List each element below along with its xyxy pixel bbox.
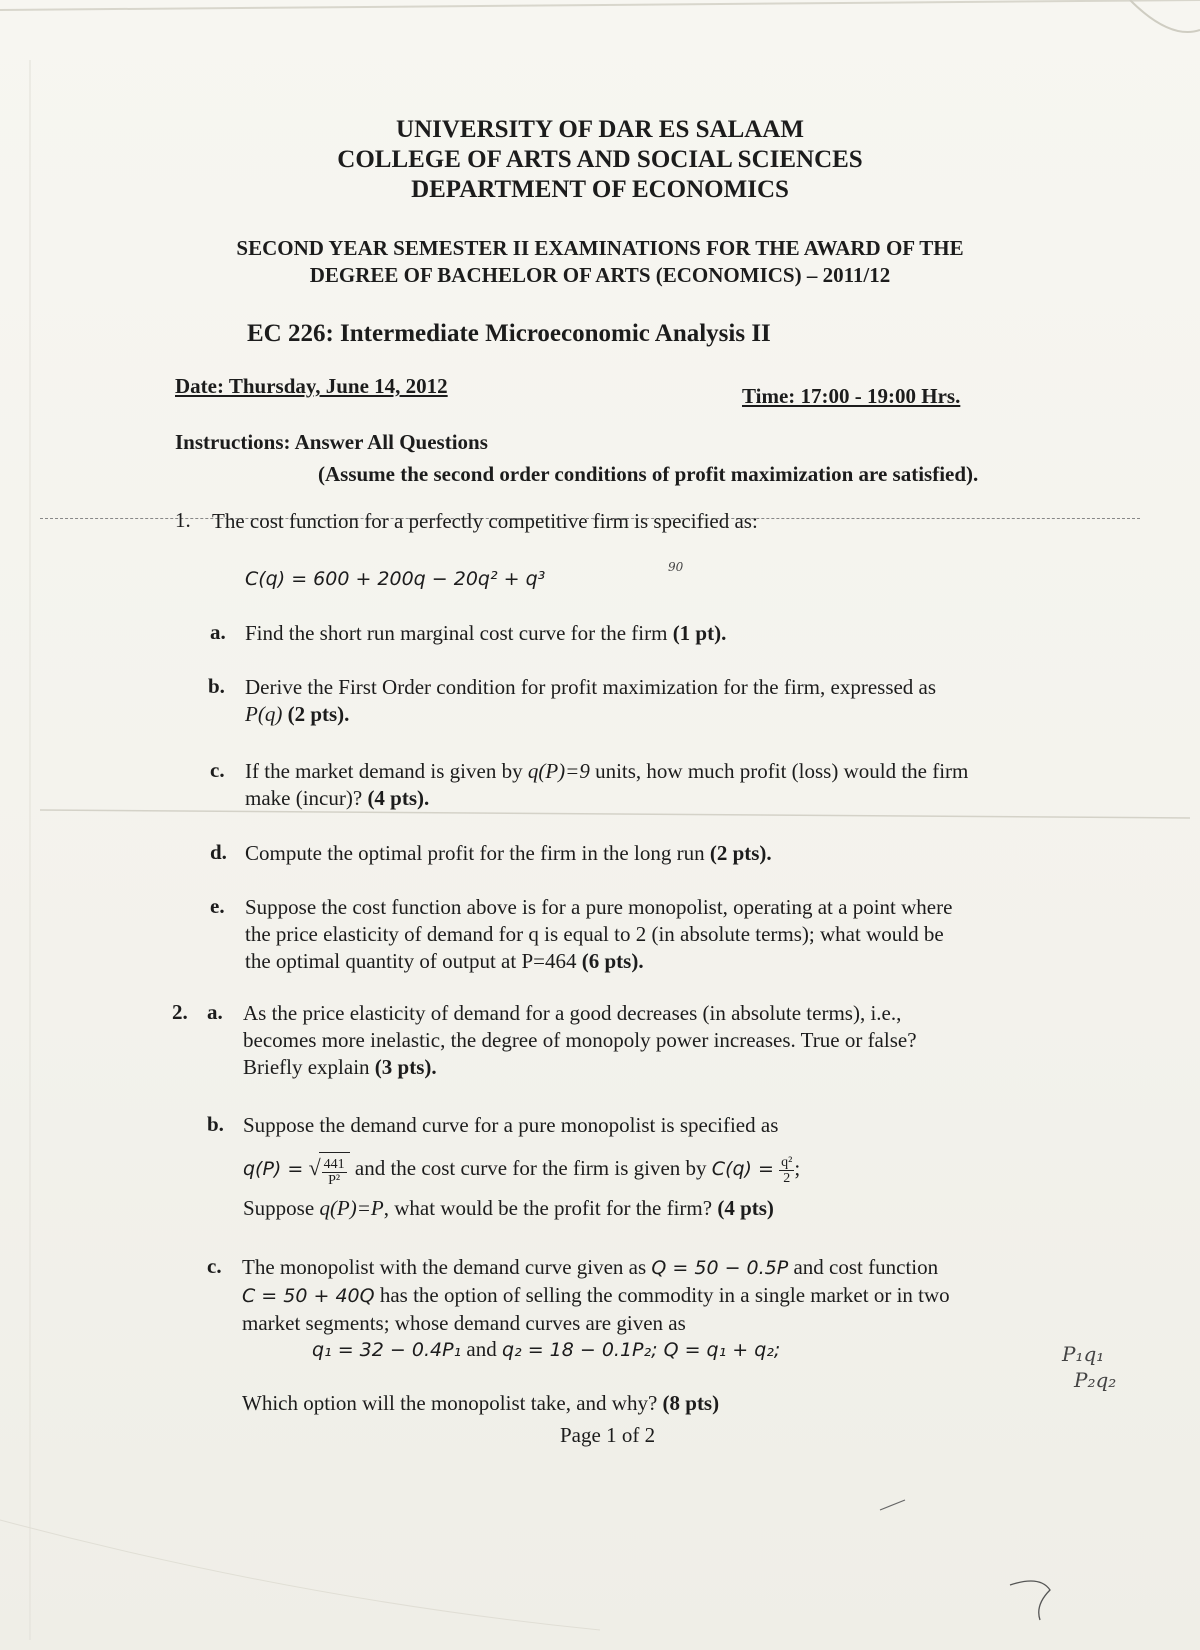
q2b-label: b. bbox=[207, 1112, 224, 1136]
q2c-segment-equations bbox=[312, 1336, 780, 1364]
scribble-mark: 90 bbox=[668, 560, 684, 574]
q1-number: 1. bbox=[175, 508, 191, 532]
q2b-sqrt-numerator: 441 bbox=[323, 1157, 345, 1173]
margin-note-2: P₂q₂ bbox=[1074, 1368, 1117, 1392]
q2b-sqrt-denominator: P² bbox=[328, 1173, 341, 1189]
q2c-eq2: q₂ = 18 − 0.1P₂; Q = q₁ + q₂; bbox=[501, 1339, 781, 1361]
q1b-pq: P(q) bbox=[245, 702, 283, 726]
q2a-question bbox=[243, 1000, 917, 1081]
q2b-demand-lhs: q(P) = bbox=[243, 1158, 304, 1180]
q1e-line3: the optimal quantity of output at P=464 bbox=[245, 949, 577, 973]
instructions-note: (Assume the second order conditions of profit maximization are satisfied). bbox=[318, 462, 979, 486]
q1a-label: a. bbox=[210, 620, 226, 644]
q1e-points: (6 pts). bbox=[581, 949, 644, 973]
q1c-demand: q(P)=9 bbox=[527, 759, 590, 783]
q1a-question bbox=[245, 620, 726, 647]
exam-time: Time: 17:00 - 19:00 Hrs. bbox=[742, 384, 961, 408]
q2c-final-question bbox=[242, 1390, 719, 1417]
exam-title-line1: SECOND YEAR SEMESTER II EXAMINATIONS FOR THE AWARD OF THE bbox=[236, 236, 964, 260]
university-title: UNIVERSITY OF DAR ES SALAAM bbox=[396, 116, 804, 143]
q2a-line2: becomes more inelastic, the degree of monopoly power increases. True or false? bbox=[243, 1028, 917, 1052]
exam-title-line2: DEGREE OF BACHELOR OF ARTS (ECONOMICS) – 2011/12 bbox=[309, 263, 891, 287]
q1c-question bbox=[245, 758, 1075, 812]
q1e-label: e. bbox=[210, 894, 225, 918]
q2c-cost: C = 50 + 40Q bbox=[242, 1285, 375, 1307]
q1a-text: Find the short run marginal cost curve for the firm bbox=[245, 621, 668, 645]
q1c-text-post: units, how much profit (loss) would the firm bbox=[595, 759, 969, 783]
q1b-points: (2 pts). bbox=[287, 702, 350, 726]
q2b-cost-numerator: q² bbox=[781, 1154, 793, 1170]
q2b-cost-lhs: C(q) = bbox=[711, 1158, 774, 1180]
exam-date: Date: Thursday, June 14, 2012 bbox=[175, 374, 448, 398]
q1b-label: b. bbox=[208, 674, 225, 698]
q1c-points: (4 pts). bbox=[367, 786, 430, 810]
q2a-label: a. bbox=[207, 1000, 223, 1024]
q1e-line2: the price elasticity of demand for q is equal to 2 (in absolute terms); what would be bbox=[245, 922, 944, 946]
q2b-cost-denominator: 2 bbox=[783, 1170, 791, 1186]
q2c-label: c. bbox=[207, 1254, 222, 1278]
q2b-line3 bbox=[243, 1195, 774, 1222]
q2b-line1: Suppose the demand curve for a pure monopolist is specified as bbox=[243, 1113, 779, 1137]
q2c-line1b: and cost function bbox=[793, 1255, 939, 1279]
q2b-line3-post: , what would be the profit for the firm? bbox=[383, 1196, 713, 1220]
q1-cost-function: C(q) = 600 + 200q − 20q² + q³ bbox=[245, 568, 546, 590]
q2c-line1a: The monopolist with the demand curve given as bbox=[242, 1255, 647, 1279]
q1c-label: c. bbox=[210, 758, 225, 782]
q2a-line1: As the price elasticity of demand for a good decreases (in absolute terms), i.e., bbox=[243, 1001, 902, 1025]
page-number: Page 1 of 2 bbox=[560, 1423, 656, 1447]
q2c-question bbox=[242, 1254, 950, 1337]
q2c-line2: has the option of selling the commodity in a single market or in two bbox=[379, 1283, 950, 1307]
q2c-and: and bbox=[466, 1337, 497, 1361]
q2b-qp: q(P)=P bbox=[319, 1196, 384, 1220]
q2c-points: (8 pts) bbox=[662, 1391, 720, 1415]
q1-stem: The cost function for a perfectly competitive firm is specified as: bbox=[212, 509, 758, 533]
q1b-question bbox=[245, 674, 1065, 728]
q1c-text-line2: make (incur)? bbox=[245, 786, 363, 810]
q2c-demand: Q = 50 − 0.5P bbox=[651, 1257, 789, 1279]
q1d-label: d. bbox=[210, 840, 227, 864]
q2b-points: (4 pts) bbox=[717, 1196, 774, 1220]
q1b-text: Derive the First Order condition for profit maximization for the firm, expressed as bbox=[245, 675, 937, 699]
q2-number: 2. bbox=[172, 1000, 188, 1024]
q1e-line1: Suppose the cost function above is for a pure monopolist, operating at a point where bbox=[245, 895, 953, 919]
department-title: DEPARTMENT OF ECONOMICS bbox=[411, 176, 789, 203]
margin-note-1: P₁q₁ bbox=[1062, 1342, 1105, 1366]
q2c-eq1: q₁ = 32 − 0.4P₁ bbox=[312, 1339, 462, 1361]
q1d-question bbox=[245, 840, 772, 867]
course-title: EC 226: Intermediate Microeconomic Analysis II bbox=[247, 320, 771, 347]
q1e-question bbox=[245, 894, 952, 975]
q2c-line3: market segments; whose demand curves are given as bbox=[242, 1311, 686, 1335]
college-title: COLLEGE OF ARTS AND SOCIAL SCIENCES bbox=[337, 146, 863, 173]
q2b-equations: q(P) = √ $\frac{441}{\text{P²}}$ and the cost curve for the firm is given by C(q) = $\frac{\text{q²}}{2}$ ; bbox=[243, 1150, 800, 1189]
q1d-points: (2 pts). bbox=[709, 841, 772, 865]
q2a-points: (3 pts). bbox=[374, 1055, 437, 1079]
q2c-question-text: Which option will the monopolist take, and why? bbox=[242, 1391, 658, 1415]
instructions: Instructions: Answer All Questions bbox=[175, 430, 488, 454]
q2a-line3: Briefly explain bbox=[243, 1055, 370, 1079]
q1c-text-pre: If the market demand is given by bbox=[245, 759, 523, 783]
q1a-points: (1 pt). bbox=[672, 621, 727, 645]
q2b-line3-pre: Suppose bbox=[243, 1196, 315, 1220]
q2b-cost-end: ; bbox=[794, 1156, 801, 1180]
q1d-text: Compute the optimal profit for the firm in the long run bbox=[245, 841, 705, 865]
q2b-mid-text: and the cost curve for the firm is given by bbox=[354, 1156, 707, 1180]
